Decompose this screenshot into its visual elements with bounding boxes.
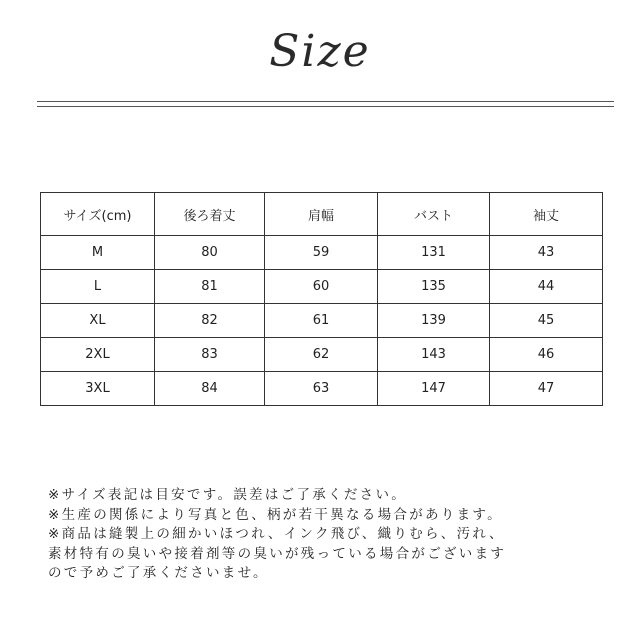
cell-sleeve-length: 44 <box>490 270 603 304</box>
cell-bust: 139 <box>378 304 490 338</box>
notes-block <box>48 486 506 584</box>
cell-bust: 143 <box>378 338 490 372</box>
cell-sleeve-length: 47 <box>490 372 603 406</box>
cell-sleeve-length: 46 <box>490 338 603 372</box>
cell-shoulder-width: 61 <box>265 304 378 338</box>
cell-shoulder-width: 63 <box>265 372 378 406</box>
table-row <box>41 270 603 304</box>
note-line: ※生産の関係により写真と色、柄が若干異なる場合があります。 <box>48 506 503 523</box>
header-bust: バスト <box>378 193 490 236</box>
cell-back-length: 81 <box>155 270 265 304</box>
table-header-row <box>41 193 603 236</box>
cell-size: 2XL <box>41 338 155 372</box>
size-table <box>40 192 603 406</box>
cell-size: 3XL <box>41 372 155 406</box>
cell-shoulder-width: 60 <box>265 270 378 304</box>
cell-size: XL <box>41 304 155 338</box>
header-sleeve-length: 袖丈 <box>490 193 603 236</box>
cell-size: M <box>41 236 155 270</box>
note-line: 素材特有の臭いや接着剤等の臭いが残っている場合がございます <box>48 545 507 562</box>
table-row <box>41 372 603 406</box>
table-row <box>41 338 603 372</box>
cell-bust: 147 <box>378 372 490 406</box>
note-line: ※サイズ表記は目安です。誤差はご了承ください。 <box>48 487 408 503</box>
cell-size: L <box>41 270 155 304</box>
cell-back-length: 82 <box>155 304 265 338</box>
cell-back-length: 80 <box>155 236 265 270</box>
note-line: ので予めご了承くださいませ。 <box>48 565 269 581</box>
note-line: ※商品は縫製上の細かいほつれ、インク飛び、織りむら、汚れ、 <box>48 526 505 542</box>
cell-back-length: 84 <box>155 372 265 406</box>
cell-bust: 135 <box>378 270 490 304</box>
page-title: Size <box>269 26 371 77</box>
table-row <box>41 236 603 270</box>
cell-bust: 131 <box>378 236 490 270</box>
header-back-length: 後ろ着丈 <box>155 193 265 236</box>
cell-back-length: 83 <box>155 338 265 372</box>
cell-shoulder-width: 59 <box>265 236 378 270</box>
header-shoulder-width: 肩幅 <box>265 193 378 236</box>
table-row <box>41 304 603 338</box>
title-divider-top <box>37 101 614 102</box>
cell-sleeve-length: 43 <box>490 236 603 270</box>
cell-shoulder-width: 62 <box>265 338 378 372</box>
header-size: サイズ(cm) <box>41 193 155 236</box>
title-divider-bottom <box>37 106 614 107</box>
cell-sleeve-length: 45 <box>490 304 603 338</box>
